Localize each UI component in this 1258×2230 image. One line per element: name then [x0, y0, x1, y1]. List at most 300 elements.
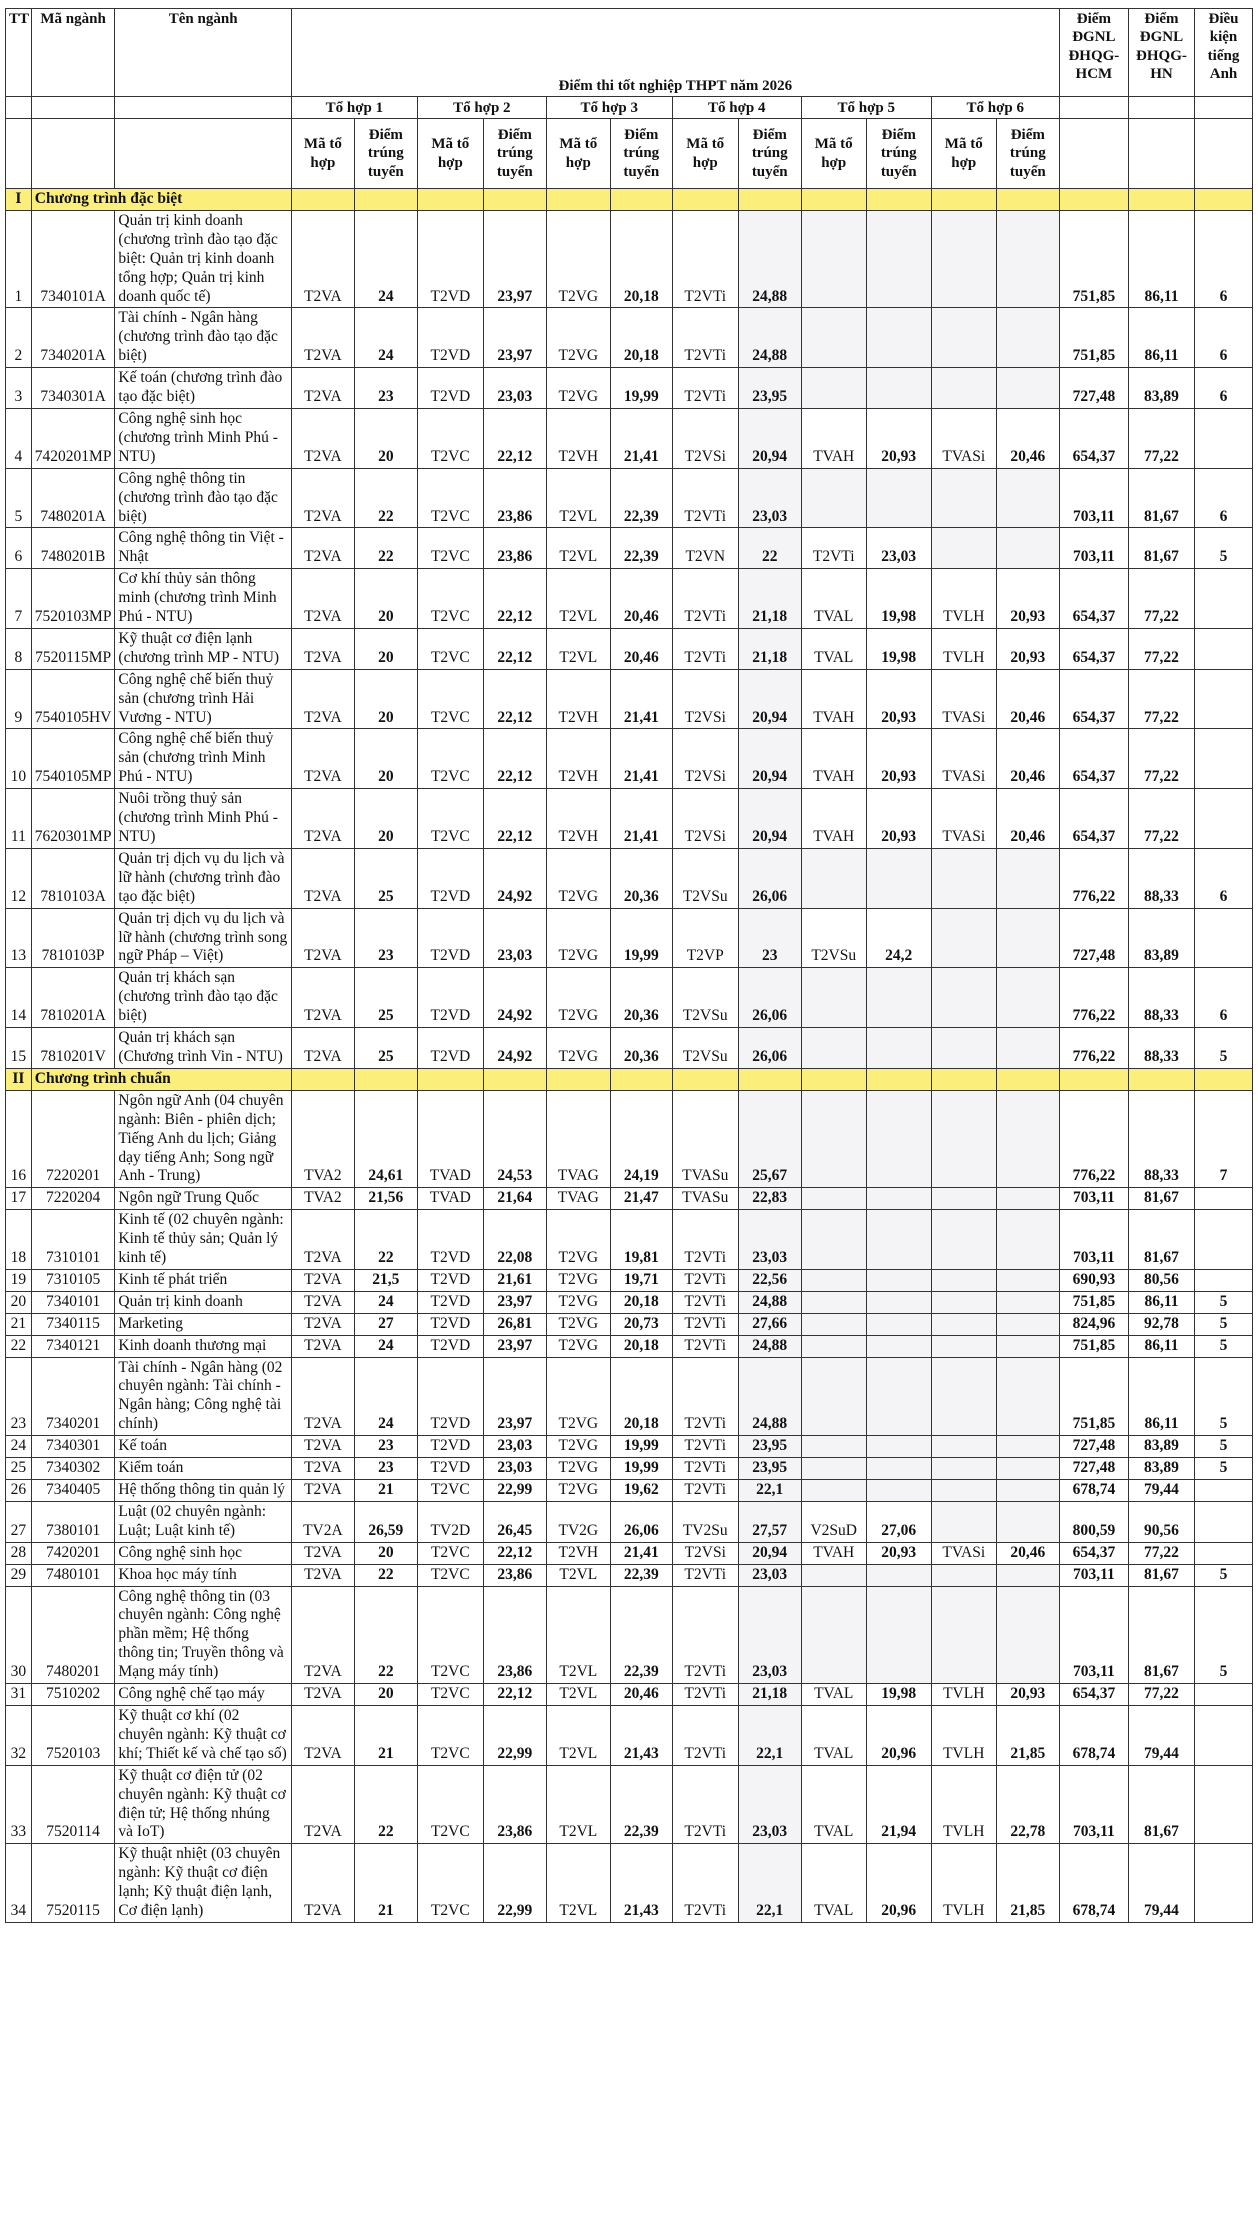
- major-code: 7520114: [31, 1765, 115, 1844]
- hcm-score: 678,74: [1059, 1705, 1128, 1765]
- combo-3: TVAG: [546, 1090, 610, 1188]
- table-row: [6, 1291, 1253, 1313]
- combo-1: T2VA: [291, 528, 354, 569]
- combo-6: [931, 1458, 996, 1480]
- combo-5: [801, 1210, 866, 1270]
- english-requirement: [1195, 1765, 1253, 1844]
- combo-5: TVAH: [801, 789, 866, 849]
- hcm-score: 678,74: [1059, 1480, 1128, 1502]
- hn-score: 81,67: [1128, 528, 1194, 569]
- table-row: [6, 1705, 1253, 1765]
- score-1: 20: [354, 729, 417, 789]
- combo-3: T2VL: [546, 1844, 610, 1923]
- combo-1: T2VA: [291, 628, 354, 669]
- hcm-score: 654,37: [1059, 1542, 1128, 1564]
- combo-1: T2VA: [291, 1269, 354, 1291]
- major-name: Marketing: [115, 1313, 292, 1335]
- score-3: 19,99: [610, 1458, 672, 1480]
- hcm-score: 654,37: [1059, 729, 1128, 789]
- header-score-1: Điểm trúng tuyển: [354, 119, 417, 189]
- score-1: 22: [354, 1586, 417, 1684]
- combo-3: T2VL: [546, 528, 610, 569]
- combo-1: T2VA: [291, 1357, 354, 1436]
- combo-4: TVASu: [672, 1090, 738, 1188]
- score-3: 21,43: [610, 1705, 672, 1765]
- combo-2: T2VD: [417, 1291, 483, 1313]
- header-english: Điều kiện tiếng Anh: [1195, 9, 1253, 97]
- score-5: 20,93: [866, 789, 931, 849]
- score-4: 26,06: [738, 1028, 801, 1069]
- combo-2: TV2D: [417, 1501, 483, 1542]
- score-5: [866, 1188, 931, 1210]
- hcm-score: 654,37: [1059, 628, 1128, 669]
- combo-5: TVAL: [801, 1684, 866, 1706]
- score-4: 20,94: [738, 1542, 801, 1564]
- major-code: 7340302: [31, 1458, 115, 1480]
- combo-1: T2VA: [291, 1684, 354, 1706]
- score-5: [866, 308, 931, 368]
- score-1: 24: [354, 1335, 417, 1357]
- combo-6: TVASi: [931, 408, 996, 468]
- score-6: 20,46: [996, 669, 1059, 729]
- section-header-row: [6, 1068, 1253, 1090]
- score-4: 20,94: [738, 729, 801, 789]
- major-code: 7520103: [31, 1705, 115, 1765]
- score-1: 20: [354, 408, 417, 468]
- major-name: Hệ thống thông tin quản lý: [115, 1480, 292, 1502]
- score-6: [996, 1291, 1059, 1313]
- hn-score: 92,78: [1128, 1313, 1194, 1335]
- score-6: 21,85: [996, 1844, 1059, 1923]
- combo-6: [931, 210, 996, 308]
- score-6: [996, 368, 1059, 409]
- score-2: 23,86: [483, 528, 546, 569]
- major-name: Quản trị kinh doanh (chương trình đào tạo đặc biệt: Quản trị kinh doanh tổng hợp; Quản trị kinh doanh quốc tế): [115, 210, 292, 308]
- score-3: 21,47: [610, 1188, 672, 1210]
- hn-score: 86,11: [1128, 308, 1194, 368]
- major-name: Công nghệ thông tin Việt - Nhật: [115, 528, 292, 569]
- combo-1: T2VA: [291, 569, 354, 629]
- score-5: [866, 1313, 931, 1335]
- combo-6: [931, 1188, 996, 1210]
- row-number: 14: [6, 968, 32, 1028]
- major-name: Kỹ thuật cơ khí (02 chuyên ngành: Kỹ thuật cơ khí; Thiết kế và chế tạo số): [115, 1705, 292, 1765]
- header-combo-1: Mã tổ hợp: [291, 119, 354, 189]
- score-5: 20,93: [866, 669, 931, 729]
- score-5: [866, 1564, 931, 1586]
- combo-2: T2VD: [417, 368, 483, 409]
- combo-2: T2VC: [417, 1684, 483, 1706]
- score-4: 23,03: [738, 1564, 801, 1586]
- combo-2: T2VD: [417, 210, 483, 308]
- major-code: 7340405: [31, 1480, 115, 1502]
- score-6: [996, 1090, 1059, 1188]
- hcm-score: 727,48: [1059, 1458, 1128, 1480]
- combo-3: T2VL: [546, 1684, 610, 1706]
- english-requirement: [1195, 1542, 1253, 1564]
- score-3: 21,41: [610, 1542, 672, 1564]
- combo-1: T2VA: [291, 1335, 354, 1357]
- combo-4: T2VTi: [672, 1564, 738, 1586]
- combo-6: [931, 968, 996, 1028]
- hcm-score: 751,85: [1059, 1335, 1128, 1357]
- score-4: 23,95: [738, 1436, 801, 1458]
- score-5: [866, 1357, 931, 1436]
- section-title: Chương trình đặc biệt: [31, 189, 291, 211]
- score-4: 23,95: [738, 1458, 801, 1480]
- major-name: Công nghệ chế biến thuỷ sản (chương trình Minh Phú - NTU): [115, 729, 292, 789]
- combo-1: T2VA: [291, 908, 354, 968]
- combo-6: [931, 468, 996, 528]
- row-number: 17: [6, 1188, 32, 1210]
- score-2: 26,45: [483, 1501, 546, 1542]
- score-2: 22,12: [483, 1542, 546, 1564]
- combo-1: T2VA: [291, 1765, 354, 1844]
- major-name: Tài chính - Ngân hàng (02 chuyên ngành: Tài chính - Ngân hàng; Công nghệ tài chính): [115, 1357, 292, 1436]
- major-name: Nuôi trồng thuỷ sản (chương trình Minh Phú - NTU): [115, 789, 292, 849]
- english-requirement: 6: [1195, 210, 1253, 308]
- score-5: 20,93: [866, 1542, 931, 1564]
- score-5: 24,2: [866, 908, 931, 968]
- combo-5: T2VTi: [801, 528, 866, 569]
- combo-1: T2VA: [291, 408, 354, 468]
- hcm-score: 703,11: [1059, 528, 1128, 569]
- header-combo-5: Mã tổ hợp: [801, 119, 866, 189]
- score-6: [996, 1458, 1059, 1480]
- score-5: [866, 1028, 931, 1069]
- combo-2: T2VD: [417, 1210, 483, 1270]
- score-1: 21: [354, 1705, 417, 1765]
- major-code: 7340201A: [31, 308, 115, 368]
- score-6: [996, 908, 1059, 968]
- score-5: 19,98: [866, 628, 931, 669]
- combo-2: T2VC: [417, 669, 483, 729]
- combo-4: T2VTi: [672, 1436, 738, 1458]
- english-requirement: 5: [1195, 528, 1253, 569]
- score-1: 24: [354, 308, 417, 368]
- combo-4: T2VN: [672, 528, 738, 569]
- score-5: 27,06: [866, 1501, 931, 1542]
- hn-score: 77,22: [1128, 729, 1194, 789]
- score-2: 26,81: [483, 1313, 546, 1335]
- combo-6: [931, 1436, 996, 1458]
- combo-6: [931, 1586, 996, 1684]
- hn-score: 81,67: [1128, 1765, 1194, 1844]
- score-2: 23,03: [483, 1436, 546, 1458]
- english-requirement: [1195, 1501, 1253, 1542]
- score-5: [866, 968, 931, 1028]
- english-requirement: 5: [1195, 1357, 1253, 1436]
- english-requirement: 5: [1195, 1313, 1253, 1335]
- major-name: Quản trị kinh doanh: [115, 1291, 292, 1313]
- combo-5: [801, 210, 866, 308]
- major-code: 7810103A: [31, 848, 115, 908]
- row-number: 28: [6, 1542, 32, 1564]
- english-requirement: [1195, 1844, 1253, 1923]
- header-combo-2: Mã tổ hợp: [417, 119, 483, 189]
- combo-5: TVAH: [801, 1542, 866, 1564]
- row-number: 22: [6, 1335, 32, 1357]
- hcm-score: 703,11: [1059, 1765, 1128, 1844]
- combo-3: T2VG: [546, 1480, 610, 1502]
- major-name: Kiểm toán: [115, 1458, 292, 1480]
- major-code: 7520103MP: [31, 569, 115, 629]
- section-header-row: [6, 189, 1253, 211]
- combo-4: T2VTi: [672, 1357, 738, 1436]
- row-number: 27: [6, 1501, 32, 1542]
- score-3: 22,39: [610, 468, 672, 528]
- table-row: [6, 1090, 1253, 1188]
- row-number: 29: [6, 1564, 32, 1586]
- score-5: [866, 1291, 931, 1313]
- score-6: 21,85: [996, 1705, 1059, 1765]
- score-1: 25: [354, 1028, 417, 1069]
- header-combo-6: Mã tổ hợp: [931, 119, 996, 189]
- english-requirement: [1195, 1210, 1253, 1270]
- combo-4: T2VTi: [672, 1586, 738, 1684]
- row-number: 15: [6, 1028, 32, 1069]
- combo-3: T2VG: [546, 908, 610, 968]
- table-row: [6, 1357, 1253, 1436]
- score-4: 22,56: [738, 1269, 801, 1291]
- english-requirement: [1195, 1269, 1253, 1291]
- score-6: [996, 308, 1059, 368]
- combo-6: [931, 848, 996, 908]
- score-4: 26,06: [738, 848, 801, 908]
- score-5: 19,98: [866, 1684, 931, 1706]
- hn-score: 88,33: [1128, 1090, 1194, 1188]
- score-5: [866, 1586, 931, 1684]
- row-number: 2: [6, 308, 32, 368]
- row-number: 10: [6, 729, 32, 789]
- score-3: 21,43: [610, 1844, 672, 1923]
- major-code: 7810103P: [31, 908, 115, 968]
- table-row: [6, 368, 1253, 409]
- table-row: [6, 1210, 1253, 1270]
- score-4: 23: [738, 908, 801, 968]
- hcm-score: 703,11: [1059, 1564, 1128, 1586]
- hcm-score: 703,11: [1059, 1586, 1128, 1684]
- header-group-4: Tổ hợp 4: [672, 97, 801, 119]
- score-2: 23,86: [483, 1586, 546, 1684]
- score-1: 24,61: [354, 1090, 417, 1188]
- score-2: 22,12: [483, 789, 546, 849]
- hcm-score: 776,22: [1059, 1028, 1128, 1069]
- combo-1: T2VA: [291, 1458, 354, 1480]
- combo-6: [931, 528, 996, 569]
- score-4: 22,1: [738, 1480, 801, 1502]
- row-number: 13: [6, 908, 32, 968]
- score-5: [866, 1458, 931, 1480]
- score-2: 22,99: [483, 1705, 546, 1765]
- combo-6: TVLH: [931, 1765, 996, 1844]
- score-6: [996, 1028, 1059, 1069]
- header-hcm: Điểm ĐGNL ĐHQG-HCM: [1059, 9, 1128, 97]
- row-number: 5: [6, 468, 32, 528]
- combo-3: T2VH: [546, 729, 610, 789]
- english-requirement: 7: [1195, 1090, 1253, 1188]
- major-code: 7540105HV: [31, 669, 115, 729]
- english-requirement: [1195, 789, 1253, 849]
- score-6: 22,78: [996, 1765, 1059, 1844]
- english-requirement: [1195, 1705, 1253, 1765]
- hcm-score: 654,37: [1059, 1684, 1128, 1706]
- score-5: [866, 210, 931, 308]
- combo-4: T2VSi: [672, 1542, 738, 1564]
- score-5: [866, 468, 931, 528]
- header-tt: TT: [6, 9, 32, 97]
- score-1: 25: [354, 848, 417, 908]
- major-name: Ngôn ngữ Anh (04 chuyên ngành: Biên - phiên dịch; Tiếng Anh du lịch; Giảng dạy tiếng Anh; Song ngữ Anh - Trung): [115, 1090, 292, 1188]
- combo-6: TVASi: [931, 789, 996, 849]
- score-6: 20,46: [996, 729, 1059, 789]
- hn-score: 83,89: [1128, 1458, 1194, 1480]
- score-3: 20,46: [610, 628, 672, 669]
- section-roman: II: [6, 1068, 32, 1090]
- combo-3: T2VG: [546, 1313, 610, 1335]
- score-4: 24,88: [738, 1291, 801, 1313]
- major-code: 7220204: [31, 1188, 115, 1210]
- score-4: 27,57: [738, 1501, 801, 1542]
- combo-5: TVAH: [801, 669, 866, 729]
- row-number: 8: [6, 628, 32, 669]
- score-6: [996, 1210, 1059, 1270]
- combo-4: T2VTi: [672, 628, 738, 669]
- combo-1: T2VA: [291, 1313, 354, 1335]
- hcm-score: 654,37: [1059, 789, 1128, 849]
- score-1: 20: [354, 628, 417, 669]
- combo-4: T2VP: [672, 908, 738, 968]
- combo-2: T2VD: [417, 848, 483, 908]
- english-requirement: 5: [1195, 1028, 1253, 1069]
- combo-6: TVLH: [931, 628, 996, 669]
- score-6: [996, 1501, 1059, 1542]
- combo-1: TVA2: [291, 1090, 354, 1188]
- score-5: 20,96: [866, 1844, 931, 1923]
- combo-4: T2VTi: [672, 468, 738, 528]
- english-requirement: 5: [1195, 1335, 1253, 1357]
- combo-6: [931, 368, 996, 409]
- combo-5: TVAL: [801, 1765, 866, 1844]
- combo-1: T2VA: [291, 789, 354, 849]
- header-group-2: Tổ hợp 2: [417, 97, 546, 119]
- combo-2: T2VD: [417, 1335, 483, 1357]
- combo-2: T2VC: [417, 729, 483, 789]
- combo-6: TVASi: [931, 729, 996, 789]
- english-requirement: [1195, 729, 1253, 789]
- score-2: 24,53: [483, 1090, 546, 1188]
- table-body: [6, 189, 1253, 1923]
- score-3: 21,41: [610, 789, 672, 849]
- major-code: 7340115: [31, 1313, 115, 1335]
- score-1: 26,59: [354, 1501, 417, 1542]
- score-5: [866, 1210, 931, 1270]
- score-6: [996, 1586, 1059, 1684]
- score-5: 20,93: [866, 408, 931, 468]
- hn-score: 80,56: [1128, 1269, 1194, 1291]
- score-4: 20,94: [738, 669, 801, 729]
- score-3: 20,46: [610, 569, 672, 629]
- table-row: [6, 1269, 1253, 1291]
- score-3: 19,71: [610, 1269, 672, 1291]
- combo-2: T2VC: [417, 408, 483, 468]
- score-6: 20,93: [996, 569, 1059, 629]
- score-6: [996, 468, 1059, 528]
- table-row: [6, 729, 1253, 789]
- score-1: 21,5: [354, 1269, 417, 1291]
- major-code: 7340101A: [31, 210, 115, 308]
- major-code: 7310101: [31, 1210, 115, 1270]
- combo-2: TVAD: [417, 1090, 483, 1188]
- table-row: [6, 669, 1253, 729]
- combo-6: TVLH: [931, 569, 996, 629]
- major-name: Quản trị khách sạn (Chương trình Vin - NTU): [115, 1028, 292, 1069]
- combo-3: T2VG: [546, 1028, 610, 1069]
- major-code: 7520115: [31, 1844, 115, 1923]
- table-row: [6, 1765, 1253, 1844]
- score-4: 22,1: [738, 1844, 801, 1923]
- combo-5: [801, 368, 866, 409]
- score-2: 23,97: [483, 1335, 546, 1357]
- combo-1: T2VA: [291, 1291, 354, 1313]
- score-2: 24,92: [483, 1028, 546, 1069]
- major-code: 7540105MP: [31, 729, 115, 789]
- combo-4: T2VSi: [672, 789, 738, 849]
- major-name: Kinh doanh thương mại: [115, 1335, 292, 1357]
- combo-1: T2VA: [291, 368, 354, 409]
- table-header: [6, 9, 1253, 189]
- hn-score: 79,44: [1128, 1480, 1194, 1502]
- header-score-5: Điểm trúng tuyển: [866, 119, 931, 189]
- hn-score: 79,44: [1128, 1705, 1194, 1765]
- admission-score-table: [5, 8, 1253, 1923]
- combo-6: TVASi: [931, 1542, 996, 1564]
- score-3: 21,41: [610, 729, 672, 789]
- combo-4: T2VSu: [672, 1028, 738, 1069]
- combo-3: T2VL: [546, 1564, 610, 1586]
- score-1: 21: [354, 1844, 417, 1923]
- combo-3: T2VG: [546, 210, 610, 308]
- english-requirement: [1195, 669, 1253, 729]
- score-6: 20,46: [996, 408, 1059, 468]
- hn-score: 88,33: [1128, 968, 1194, 1028]
- score-6: [996, 210, 1059, 308]
- combo-6: TVLH: [931, 1705, 996, 1765]
- combo-2: T2VD: [417, 1458, 483, 1480]
- combo-2: T2VD: [417, 1436, 483, 1458]
- score-3: 22,39: [610, 528, 672, 569]
- score-1: 24: [354, 210, 417, 308]
- score-4: 24,88: [738, 1335, 801, 1357]
- major-code: 7340301: [31, 1436, 115, 1458]
- row-number: 23: [6, 1357, 32, 1436]
- english-requirement: 5: [1195, 1458, 1253, 1480]
- score-5: 23,03: [866, 528, 931, 569]
- major-code: 7480201B: [31, 528, 115, 569]
- combo-4: T2VSi: [672, 408, 738, 468]
- row-number: 3: [6, 368, 32, 409]
- hn-score: 88,33: [1128, 848, 1194, 908]
- hn-score: 79,44: [1128, 1844, 1194, 1923]
- combo-3: T2VH: [546, 669, 610, 729]
- score-2: 21,61: [483, 1269, 546, 1291]
- table-row: [6, 1564, 1253, 1586]
- row-number: 32: [6, 1705, 32, 1765]
- score-6: [996, 528, 1059, 569]
- combo-3: T2VG: [546, 1269, 610, 1291]
- score-2: 22,12: [483, 729, 546, 789]
- english-requirement: 6: [1195, 468, 1253, 528]
